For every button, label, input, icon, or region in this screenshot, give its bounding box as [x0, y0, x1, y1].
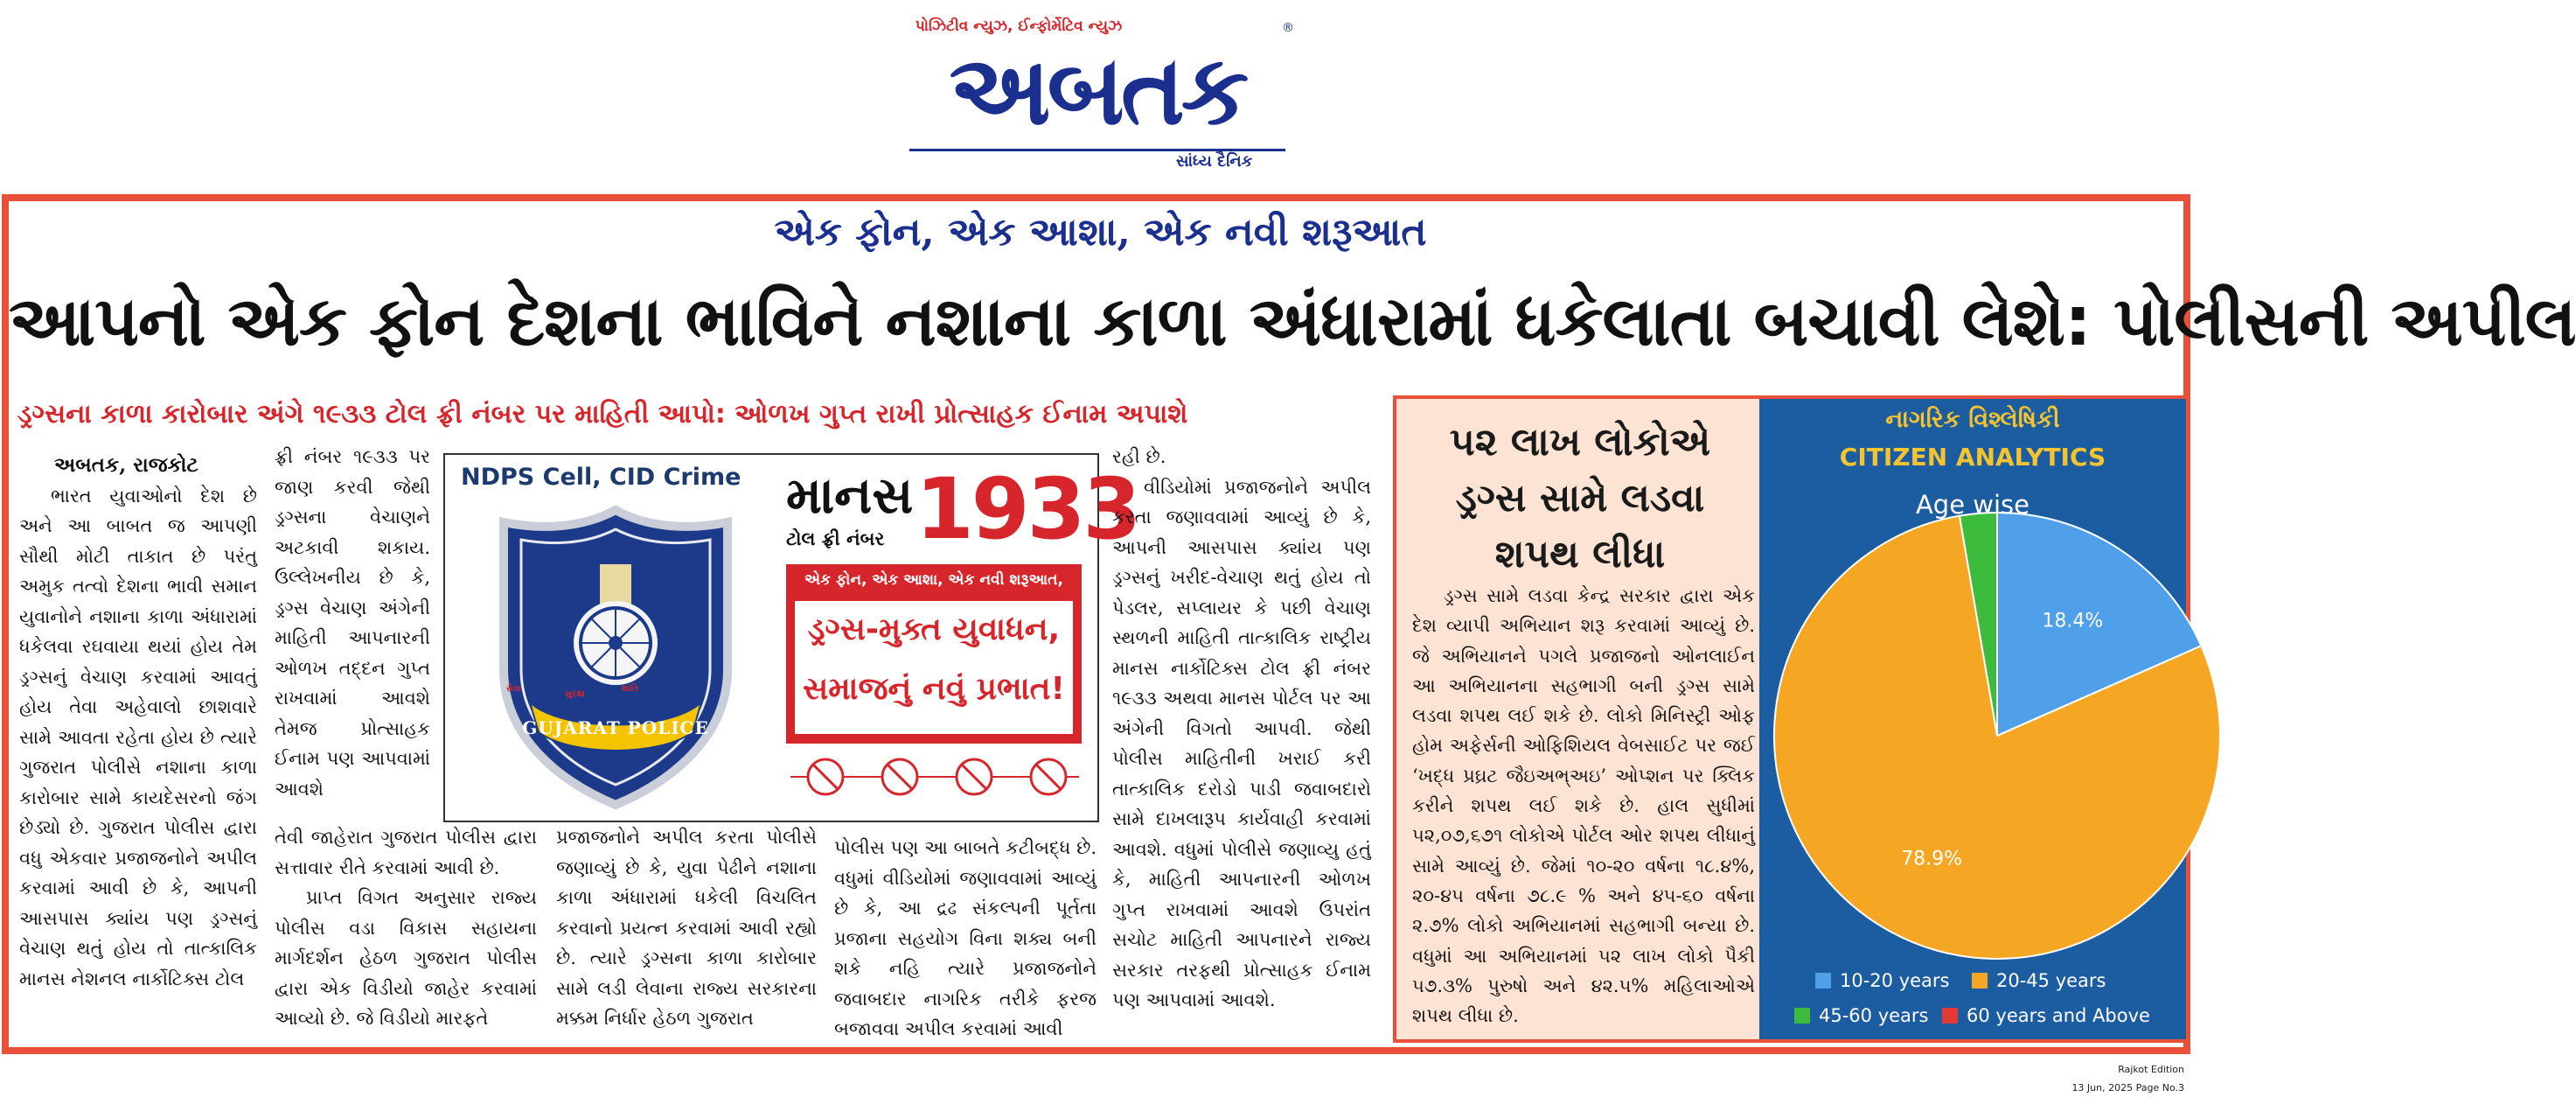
helpline-number: 1933 — [916, 460, 1139, 558]
article-bottom-column-2 — [556, 822, 817, 1034]
bottom-3-text: પોલીસ પણ આ બાબતે કટીબદ્ધ છે. વધુમાં વીડિયોમાં જણાવવામાં આવ્યું છે કે, આ દ્રઢ સંકલ્પની પૂર્તતા પ્રજાના સહયોગ વિના શક્ય બની શકે નહિ ત્યારે પ્રજાજનોને જવાબદાર નાગરિક તરીકે ફરજ બજાવવા અપીલ કરવામાં આવી — [834, 837, 1097, 1039]
legend-swatch-2 — [1794, 1008, 1810, 1024]
badge-motto-1: સેવા — [506, 684, 521, 694]
no-pills-icon — [882, 759, 917, 794]
column-3-intro: રહી છે. — [1112, 446, 1166, 467]
dateline: અબતક, રાજકોટ — [54, 453, 198, 477]
article-subhead: ડ્રગ્સના કાળા કારોબાર અંગે ૧૯૩૩ ટોલ ફ્રી નંબર પર માહિતી આપો: ઓળખ ગુપ્ત રાખી પ્રોત્સાહક ઈનામ અપાશે — [17, 399, 1188, 430]
slogan-line-1: ડ્રગ્સ-મુક્ત યુવાધન, — [807, 611, 1061, 647]
legend-label-1: 20-45 years — [1996, 970, 2106, 991]
page-date: 13 Jun, 2025 Page No.3 — [2071, 1082, 2184, 1094]
badge-motto-3: શાંતિ — [622, 684, 639, 694]
ndps-label: NDPS Cell, CID Crime — [461, 464, 741, 491]
slogan-top: એક ફોન, એક આશા, એક નવી શરૂઆત, — [804, 571, 1063, 589]
bottom-1-text-b: પ્રાપ્ત વિગત અનુસાર રાજ્ય પોલીસ વડા વિકાસ સહાયના માર્ગદર્શન હેઠળ ગુજરાત પોલીસ દ્વારા એક વિડીયો જાહેર કરવામાં આવ્યો છે. જે વિડીયો મારફતે — [275, 887, 537, 1029]
article-column-1 — [19, 451, 257, 994]
slogan-line-2: સમાજનું નવું પ્રભાત! — [803, 671, 1065, 707]
newspaper-logo: અબતક — [949, 34, 1246, 146]
pie-label-1: 78.9% — [1901, 848, 1963, 870]
toll-free-label: ટોલ ફ્રી નંબર — [786, 528, 885, 549]
article-column-2 — [275, 442, 430, 804]
legend-swatch-0 — [1815, 973, 1831, 989]
column-3-text: વીડિયોમાં પ્રજાજનોને અપીલ કરતા જણાવવામાં આવ્યું છે કે, આપની આસપાસ ક્યાંય પણ ડ્રગ્સનું ખરીદ-વેચાણ થતું હોય તો પેડલર, સપ્લાયર કે પછી વેચાણ સ્થળની માહિતી તાત્કાલિક રાષ્ટ્રીય માનસ નાર્કોટિક્સ ટોલ ફ્રી નંબર ૧૯૩૩ અથવા માનસ પોર્ટલ પર આ અંગેની વિગતો આપવી. જેથી પોલીસ માહિતીની ખરાઈ કરી તાત્કાલિક દરોડો પાડી જવાબદારો સામે દાખલારૂપ કાર્યવાહી કરવામાં આવશે. વધુમાં પોલીસે જણાવ્યુ હતું કે, માહિતી આપનારની ઓળખ ગુપ્ત રાખવામાં આવશે ઉપરાંત સચોટ માહિતી આપનારને રાજ્ય સરકાર તરફથી પ્રોત્સાહક ઈનામ પણ આપવામાં આવશે. — [1112, 476, 1371, 1010]
legend-label-3: 60 years and Above — [1967, 1005, 2150, 1026]
article-column-3 — [1112, 442, 1371, 1016]
column-2-text: ફ્રી નંબર ૧૯૩૩ પર જાણ કરવી જેથી ડ્રગ્સના વેચાણને અટકાવી શકાય. ઉલ્લેખનીય છે કે, ડ્રગ્સ વેચાણ અંગેની માહિતી આપનારની ઓળખ તદ્દન ગુપ્ત રાખવામાં આવશે તેમજ પ્રોત્સાહક ઈનામ પણ આપવામાં આવશે — [275, 446, 430, 800]
citizen-analytics-panel — [1759, 399, 2186, 1039]
edition-label: Rajkot Edition — [2118, 1064, 2184, 1075]
gujarat-police-badge-icon — [484, 503, 747, 809]
logo-underline — [909, 149, 1285, 151]
no-smoking-icon — [957, 759, 992, 794]
no-syringe-icon — [808, 759, 843, 794]
article-kicker: એક ફોન, એક આશા, એક નવી શરૂઆત — [774, 210, 1427, 255]
legend-swatch-1 — [1972, 973, 1988, 989]
citizen-title-gujarati: નાગરિક વિશ્લેષિકી — [1885, 406, 2060, 433]
legend-swatch-3 — [1942, 1008, 1958, 1024]
no-drugs-icons — [790, 755, 1079, 799]
column-1-text: ભારત યુવાઓનો દેશ છે અને આ બાબત જ આપણી સૌથી મોટી તાકાત છે પરંતુ અમુક તત્વો દેશના ભાવી સમાન યુવાનોને નશાના કાળા અંધારામાં ધકેલવા રઘવાયા થયાં હોય તેમ ડ્રગ્સનું વેચાણ કરવામાં આવતું હોય તેવા અહેવાલો છાશવારે સામે આવતા રહેતા હોય છે ત્યારે ગુજરાત પોલીસે નશાના કાળા કારોબાર સામે કાયદેસરનો જંગ છેડ્યો છે. ગુજરાત પોલીસ દ્વારા વધુ એકવાર પ્રજાજનોને અપીલ કરવામાં આવી છે કે, આપની આસપાસ ક્યાંય પણ ડ્રગ્સનું વેચાણ થતું હોય તો તાત્કાલિક માનસ નેશનલ નાર્કોટિક્સ ટોલ — [19, 485, 257, 989]
article-bottom-column-1 — [275, 822, 537, 1034]
sidebar-body-text: ડ્રગ્સ સામે લડવા કેન્દ્ર સરકાર દ્વારા એક દેશ વ્યાપી અભિયાન શરૂ કરવામાં આવ્યું છે. જે અભિયાનને પગલે પ્રજાજનો ઓનલાઈન આ અભિયાનના સહભાગી બની ડ્રગ્સ સામે લડવા શપથ લઈ શકે છે. લોકો મિનિસ્ટ્રી ઓફ હોમ અફેર્સની ઓફિશિયલ વેબસાઈટ પર જઈ ‘ખદ્ધ પ્રઘ્રટ જૈઇઅભ્અઇ’ ઓપ્શન પર ક્લિક કરીને શપથ લઈ શકે છે. હાલ સુધીમાં ૫૨,૦૭,૬૭૧ લોકોએ પોર્ટલ ઓર શપથ લીધાનું સામે આવ્યું છે. જેમાં ૧૦-૨૦ વર્ષના ૧૮.૪%, ૨૦-૪૫ વર્ષના ૭૮.૯ % અને ૪૫-૬૦ વર્ષના ૨.૭% લોકો અભિયાનમાં સહભાગી બન્યા છે. વધુમાં આ અભિયાનમાં ૫૨ લાખ લોકો પૈકી ૫૭.૩% પુરુષો અને ૪૨.૫% મહિલાઓએ શપથ લીધા છે. — [1412, 585, 1755, 1027]
bottom-1-text-a: તેવી જાહેરાત ગુજરાત પોલીસ દ્વારા સત્તાવાર રીતે કરવામાં આવી છે. — [275, 827, 537, 878]
slogan-box — [786, 564, 1082, 744]
no-alcohol-icon — [1031, 759, 1066, 794]
masthead-subtitle: સાંધ્ય દૈનિક — [1176, 152, 1253, 171]
pie-label-0: 18.4% — [2042, 610, 2104, 632]
badge-motto-2: સુરક્ષા — [565, 689, 585, 699]
manas-helpline-graphic — [443, 453, 1139, 822]
manas-label: માનસ — [786, 465, 914, 525]
article-headline: આપનો એક ફોન દેશના ભાવિને નશાના કાળા અંધારામાં ધકેલાતા બચાવી લેશે: પોલીસની અપીલ — [9, 283, 2576, 361]
sidebar-title: ૫૨ લાખ લોકોએ ડ્રગ્સ સામે લડવા શપથ લીધા — [1449, 420, 1711, 576]
sidebar-box — [1393, 395, 2186, 1043]
registered-mark: ® — [1282, 21, 1294, 35]
legend-label-2: 45-60 years — [1819, 1005, 1929, 1026]
sidebar-body — [1412, 581, 1755, 1031]
badge-label: GUJARAT POLICE — [522, 717, 709, 738]
bottom-2-text: પ્રજાજનોને અપીલ કરતા પોલીસે જણાવ્યું છે કે, યુવા પેઢીને નશાના કાળા અંધારામાં ધકેલી વિચલિત કરવાનો પ્રયત્ન કરવામાં આવી રહ્યો છે. ત્યારે ડ્રગ્સના કાળા કારોબાર સામે લડી લેવાના રાજ્ય સરકારના મક્કમ નિર્ધાર હેઠળ ગુજરાત — [556, 827, 817, 1029]
article-bottom-column-3 — [834, 833, 1097, 1045]
legend-label-0: 10-20 years — [1840, 970, 1950, 991]
citizen-title-english: CITIZEN ANALYTICS — [1839, 443, 2106, 472]
chart-subtitle: Age wise — [1915, 490, 2030, 520]
masthead-tagline: પોઝિટીવ ન્યુઝ, ઈન્ફોર્મેટિવ ન્યુઝ — [915, 17, 1123, 35]
slogan-inner — [795, 601, 1073, 734]
